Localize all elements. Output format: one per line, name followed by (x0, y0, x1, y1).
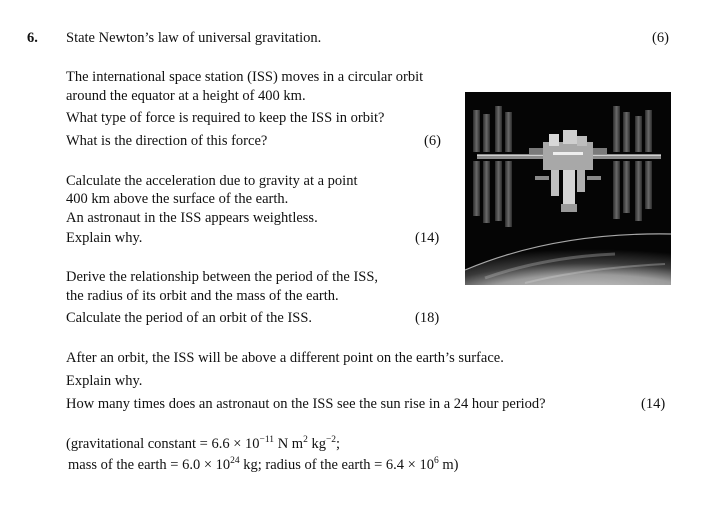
iss-photo (465, 92, 671, 285)
part-b-line-2: 400 km above the surface of the earth. (66, 191, 289, 207)
part-b-line-4: Explain why. (66, 230, 143, 246)
intro-text: State Newton’s law of universal gravitation. (66, 30, 322, 46)
part-b-line-3: An astronaut in the ISS appears weightless. (66, 210, 318, 226)
part-c-line-1: Derive the relationship between the period of the ISS, (66, 269, 379, 285)
part-d-line-2: Explain why. (66, 373, 143, 389)
part-a-marks: (6) (424, 133, 441, 149)
part-a-line-3: What type of force is required to keep the ISS in orbit? (66, 110, 385, 126)
part-d-line-3: How many times does an astronaut on the ISS see the sun rise in a 24 hour period? (66, 396, 546, 412)
part-b-marks: (14) (415, 230, 440, 246)
part-c-line-2: the radius of its orbit and the mass of the earth. (66, 288, 339, 304)
part-a-line-4: What is the direction of this force? (66, 133, 268, 149)
part-c-marks: (18) (415, 310, 440, 326)
part-a-line-1: The international space station (ISS) moves in a circular orbit (66, 69, 424, 85)
constants-line-1: (gravitational constant = $6.6 \times 10^{-11}$ N $m^2$ $kg^{-2}$; (66, 435, 341, 452)
part-d-line-1: After an orbit, the ISS will be above a different point on the earth’s surface. (66, 350, 504, 366)
part-a-line-2: around the equator at a height of 400 km. (66, 88, 306, 104)
part-d-marks: (14) (641, 396, 666, 412)
question-number: 6. (27, 30, 38, 46)
intro-marks: (6) (652, 30, 669, 46)
part-b-line-1: Calculate the acceleration due to gravity at a point (66, 173, 358, 189)
constants-line-2: mass of the earth = $6.0 \times 10^{24}$ kg; radius of the earth = $6.4 \times 10^6$ m) (68, 456, 459, 473)
part-c-line-3: Calculate the period of an orbit of the ISS. (66, 310, 313, 326)
